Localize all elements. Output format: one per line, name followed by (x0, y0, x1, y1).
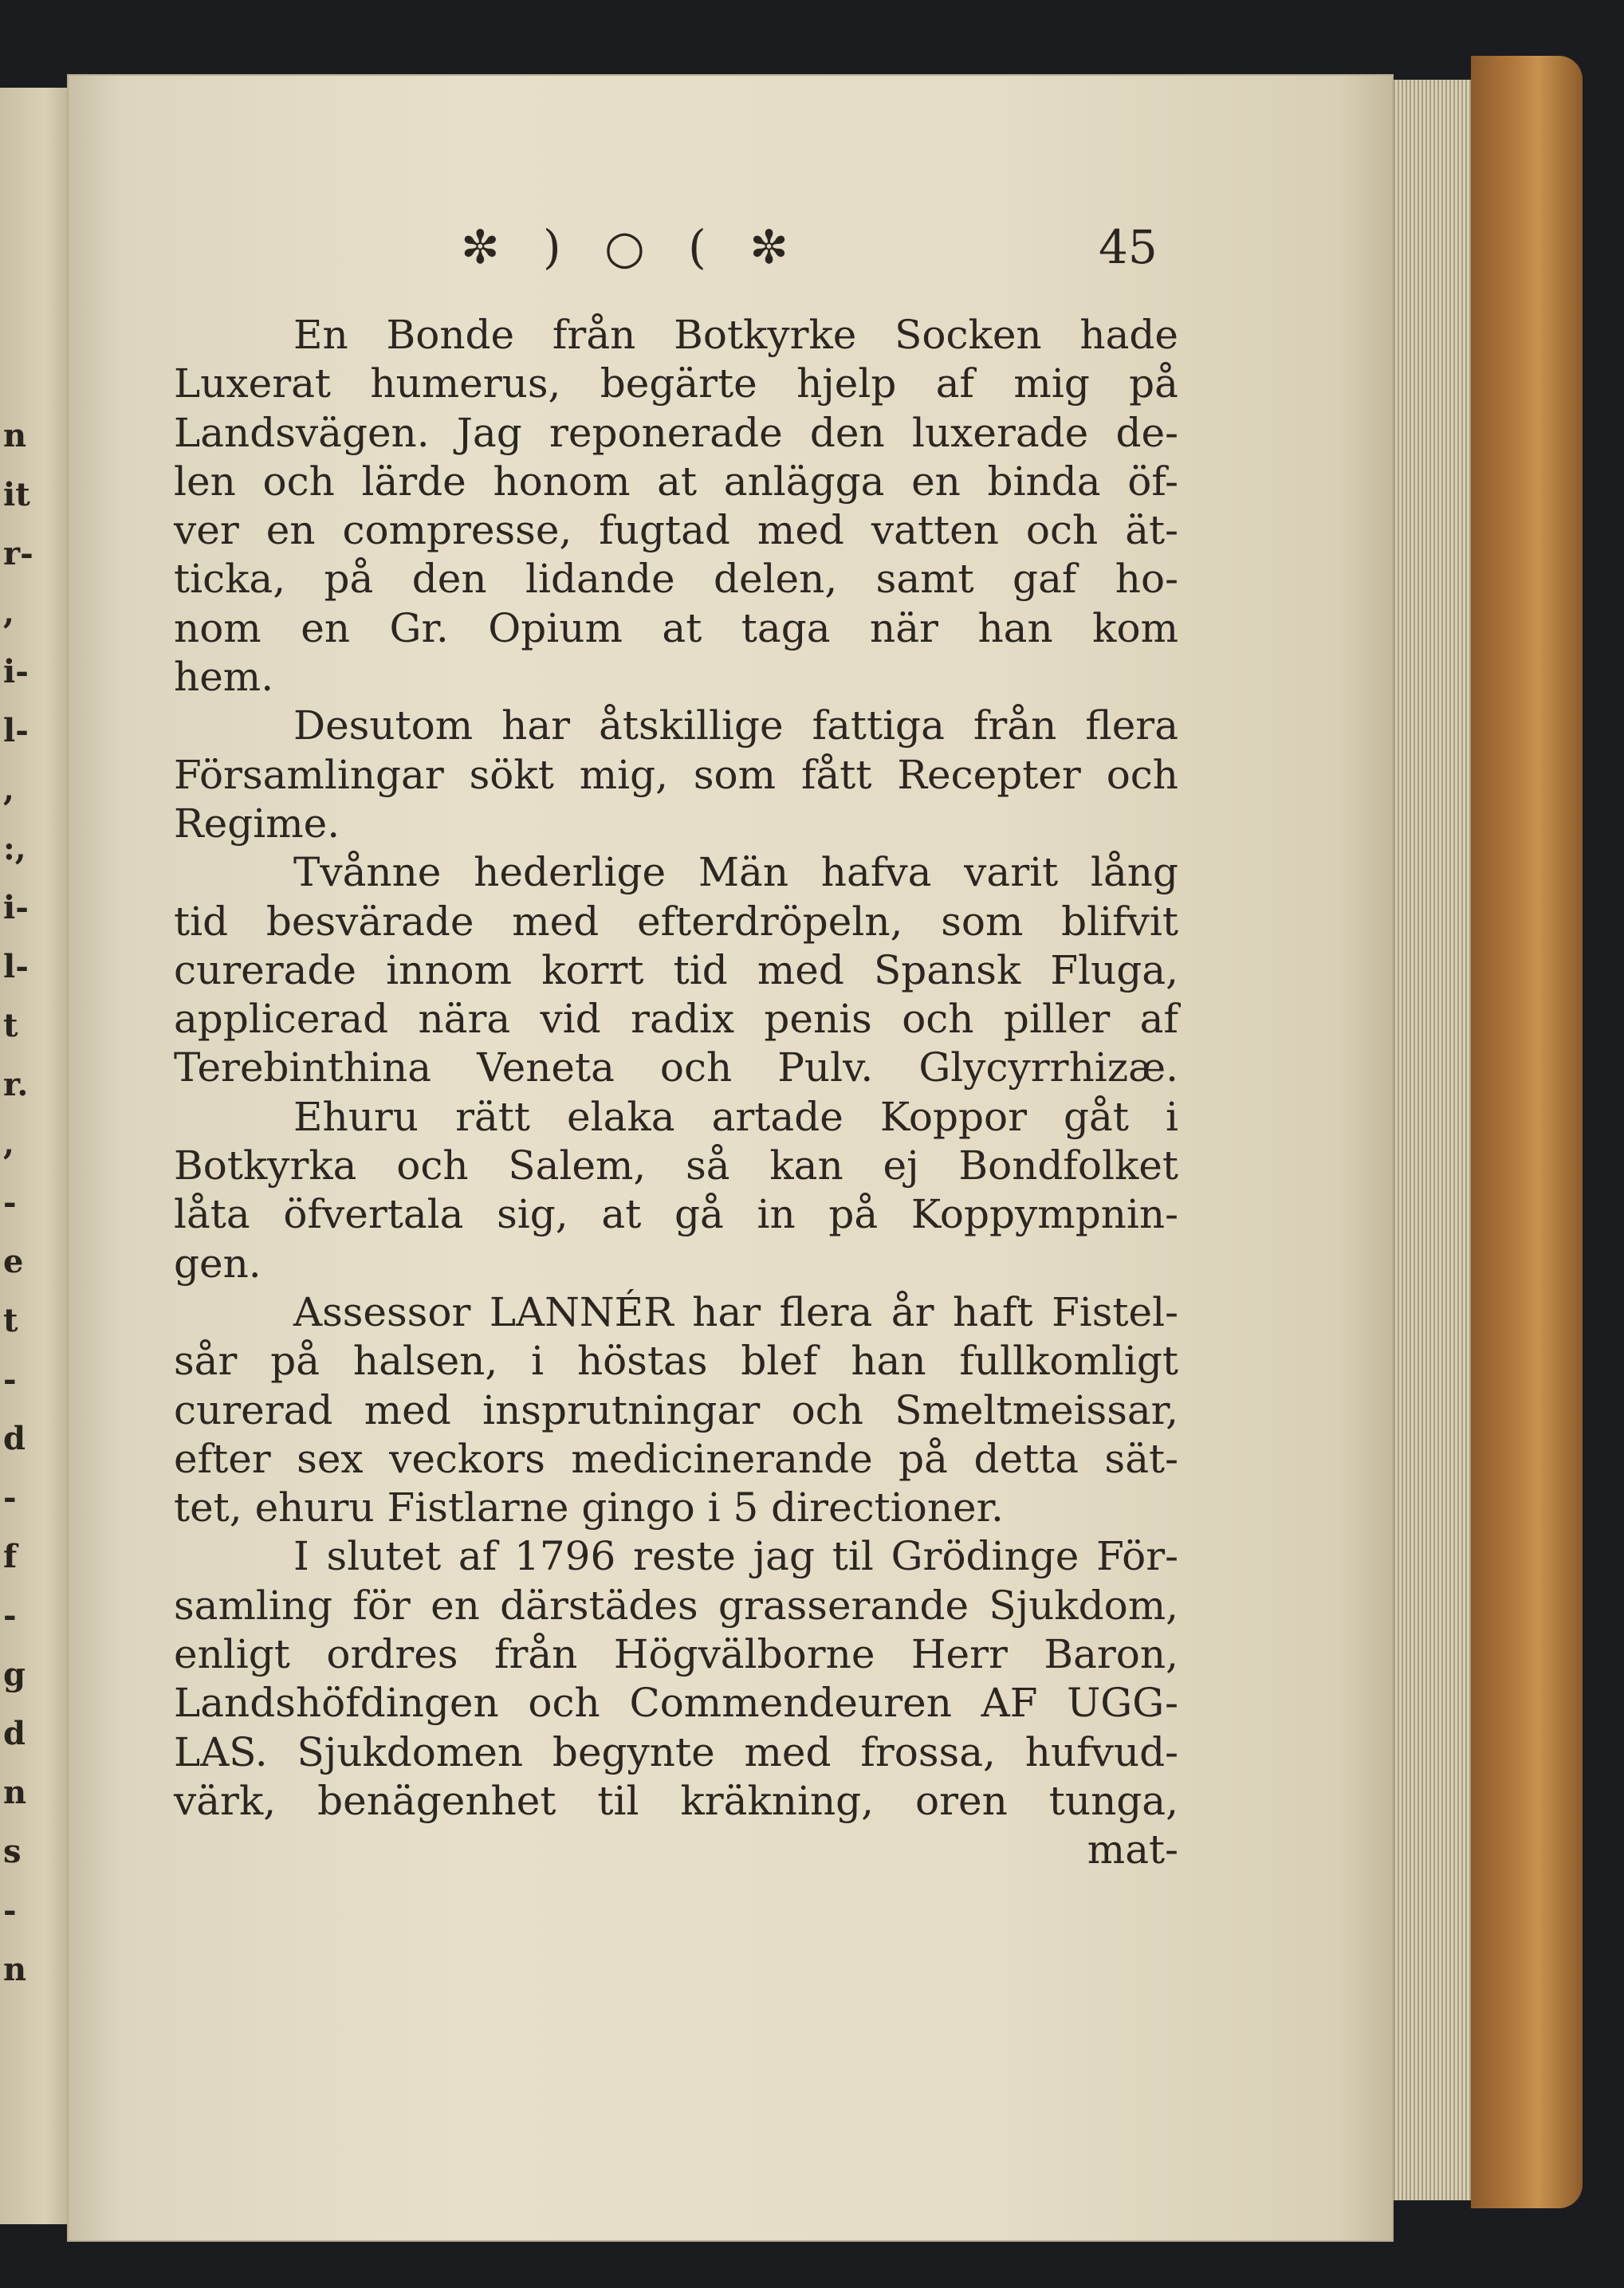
facing-page-fragment: g (3, 1656, 26, 1693)
text-line: tet, ehuru Fistlarne gingo i 5 directioner. (174, 1484, 1004, 1531)
text-line: Ehuru rätt elaka artade Koppor gåt i (293, 1093, 1178, 1140)
facing-page-fragment: e (3, 1243, 24, 1280)
facing-page-fragment: r- (3, 535, 33, 572)
text-line: I slutet af 1796 reste jag til Grödinge För- (293, 1533, 1178, 1580)
text-line: samling för en därstädes grasserande Sjukdom, (174, 1582, 1178, 1629)
text-line: curerade innom korrt tid med Spansk Fluga, (174, 946, 1178, 993)
text-line: gen. (174, 1240, 261, 1287)
text-line: Botkyrka och Salem, så kan ej Bondfolket (174, 1142, 1178, 1189)
facing-page-fragment: n (3, 417, 27, 454)
text-line: Luxerat humerus, begärte hjelp af mig på (174, 360, 1178, 407)
text-lines (174, 311, 1178, 1875)
facing-page-fragment: l- (3, 948, 29, 985)
text-line: Landsvägen. Jag reponerade den luxerade de- (174, 409, 1178, 456)
text-line: Desutom har åtskillige fattiga från flera (293, 702, 1178, 749)
facing-page-fragment: - (3, 1597, 17, 1634)
text-line: En Bonde från Botkyrke Socken hade (293, 312, 1178, 358)
running-header (174, 220, 1178, 311)
facing-page-fragment: l- (3, 712, 29, 749)
facing-page-fragment: , (3, 594, 14, 631)
facing-page-fragment: , (3, 771, 14, 808)
page-text (174, 220, 1178, 1875)
text-line: mat- (1087, 1826, 1178, 1873)
facing-page-fragments (3, 407, 35, 1999)
text-line: hem. (174, 654, 274, 701)
facing-page-fragment: f (3, 1538, 18, 1575)
text-line: ver en compresse, fugtad med vatten och ät- (174, 507, 1178, 554)
book-cover (1471, 56, 1583, 2208)
text-line: sår på halsen, i höstas blef han fullkomligt (174, 1338, 1178, 1385)
text-line: LAS. Sjukdomen begynte med frossa, hufvud- (174, 1728, 1178, 1775)
facing-page-fragment: n (3, 1951, 27, 1988)
header-ornament: ✼ ) ○ ( ✼ (461, 220, 803, 274)
text-line: enligt ordres från Högvälborne Herr Baron, (174, 1631, 1178, 1678)
text-line: Församlingar sökt mig, som fått Recepter och (174, 751, 1178, 798)
text-line: len och lärde honom at anlägga en binda öf- (174, 458, 1178, 505)
text-line: ticka, på den lidande delen, samt gaf ho- (174, 556, 1178, 603)
facing-page-edge (0, 88, 77, 2224)
text-line: applicerad nära vid radix penis och piller af (174, 996, 1178, 1043)
text-line: curerad med insprutningar och Smeltmeissar, (174, 1386, 1178, 1433)
text-line: värk, benägenhet til kräkning, oren tunga, (174, 1777, 1178, 1824)
facing-page-fragment: i- (3, 889, 29, 926)
facing-page-fragment: i- (3, 653, 29, 690)
facing-page-fragment: - (3, 1479, 17, 1516)
text-line: efter sex veckors medicinerande på detta sät- (174, 1435, 1178, 1482)
facing-page-fragment: r. (3, 1066, 29, 1103)
facing-page-fragment: :, (3, 830, 26, 867)
facing-page-fragment: , (3, 1125, 14, 1162)
text-line: Assessor LANNÉR har flera år haft Fistel- (293, 1288, 1178, 1335)
facing-page-fragment: - (3, 1361, 17, 1398)
page-number: 45 (1099, 220, 1158, 274)
text-line: Terebinthina Veneta och Pulv. Glycyrrhizæ. (174, 1044, 1178, 1091)
facing-page-fragment: - (3, 1184, 17, 1221)
facing-page-fragment: - (3, 1892, 17, 1929)
text-line: nom en Gr. Opium at taga när han kom (174, 604, 1178, 651)
facing-page-fragment: it (3, 476, 30, 513)
facing-page-fragment: t (3, 1007, 18, 1044)
facing-page-fragment: d (3, 1420, 26, 1457)
text-line: låta öfvertala sig, at gå in på Koppympnin- (174, 1191, 1178, 1238)
text-line: tid besvärade med efterdröpeln, som blifvit (174, 898, 1178, 945)
facing-page-fragment: t (3, 1302, 18, 1339)
facing-page-fragment: n (3, 1774, 27, 1811)
text-line: Landshöfdingen och Commendeuren AF UGG- (174, 1680, 1178, 1727)
text-line: Regime. (174, 800, 340, 847)
page-block-edge (1383, 80, 1479, 2200)
text-line: Tvånne hederlige Män hafva varit lång (293, 849, 1178, 896)
facing-page-fragment: d (3, 1715, 26, 1752)
facing-page-fragment: s (3, 1833, 22, 1870)
